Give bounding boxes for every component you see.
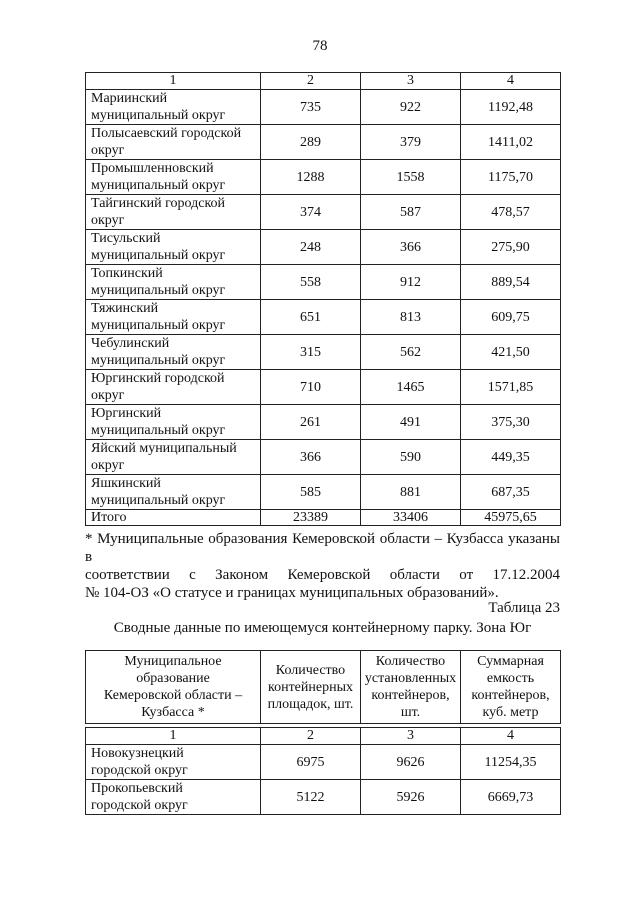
table-row [86,90,561,125]
containers-count: 813 [361,300,461,335]
total-capacity: 375,30 [461,405,561,440]
platforms-count: 261 [261,405,361,440]
municipality-name [86,745,261,780]
municipality-name [86,160,261,195]
column-number: 4 [461,73,561,90]
table-row [86,335,561,370]
municipality-name-line: Тяжинский [91,301,159,316]
column-header [361,651,461,724]
column-header-line: шт. [400,705,421,720]
municipality-name-line: муниципальный округ [91,108,226,123]
containers-count: 1558 [361,160,461,195]
table-row [86,230,561,265]
containers-count: 9626 [361,745,461,780]
containers-count: 366 [361,230,461,265]
platforms-count: 710 [261,370,361,405]
column-number: 1 [86,73,261,90]
municipality-name [86,405,261,440]
total-capacity: 687,35 [461,475,561,510]
total-capacity: 1175,70 [461,160,561,195]
municipality-name-line: Промышленновский [91,161,214,176]
municipality-name [86,440,261,475]
table-title: Сводные данные по имеющемуся контейнерному парку. Зона Юг [113,620,532,636]
column-header-line: куб. метр [482,705,539,720]
municipality-name-line: Юргинский [91,406,162,421]
table-row [86,195,561,230]
municipality-name [86,90,261,125]
table-row [86,370,561,405]
municipality-name-line: муниципальный округ [91,318,226,333]
total-capacity: 1192,48 [461,90,561,125]
municipality-name-line: Тайгинский городской [91,196,226,211]
platforms-count: 5122 [261,780,361,815]
table-row [86,265,561,300]
municipality-name-line: Полысаевский городской [91,126,242,141]
total-capacity: 1411,02 [461,125,561,160]
municipality-name [86,780,261,815]
table-number: Таблица 23 [488,600,560,616]
containers-count: 1465 [361,370,461,405]
municipality-name-line: Прокопьевский [91,781,183,796]
containers-count: 491 [361,405,461,440]
platforms-count: 1288 [261,160,361,195]
column-header-line: Муниципальное [124,654,222,669]
column-header-line: площадок, шт. [267,696,354,712]
municipality-name [86,265,261,300]
column-number: 1 [86,728,261,745]
municipality-name-line: городской округ [91,763,188,778]
footnote [85,530,560,602]
municipality-name [86,475,261,510]
column-number: 3 [361,728,461,745]
footnote-line: соответствии с Законом Кемеровской области от 17.12.2004 [85,567,560,583]
municipality-name [86,125,261,160]
total-capacity: 6669,73 [461,780,561,815]
column-number-row [86,728,561,745]
column-header-line: Кузбасса * [141,705,205,720]
municipality-name-line: округ [91,143,125,158]
column-header-line: Суммарная [477,654,544,669]
platforms-count: 6975 [261,745,361,780]
column-header-line: контейнеров, [371,688,450,703]
total-label: Итого [86,510,261,526]
column-header [261,651,361,724]
containers-count: 379 [361,125,461,160]
platforms-count: 651 [261,300,361,335]
total-row [86,510,561,526]
total-capacity: 45975,65 [461,510,561,526]
column-header-line: Количество [375,654,446,669]
containers-count: 881 [361,475,461,510]
footnote-line: № 104-ОЗ «О статусе и границах муниципальных образований». [85,585,499,601]
column-header-line: контейнеров, [471,688,550,703]
column-number-row [86,73,561,90]
total-capacity: 421,50 [461,335,561,370]
column-header [461,651,561,724]
municipality-name-line: Мариинский [91,91,168,106]
municipality-name-line: муниципальный округ [91,493,226,508]
containers-count: 922 [361,90,461,125]
table-row [86,745,561,780]
platforms-count: 374 [261,195,361,230]
header-row [86,651,561,724]
total-capacity: 609,75 [461,300,561,335]
platforms-count: 289 [261,125,361,160]
containers-count: 5926 [361,780,461,815]
municipality-name-line: муниципальный округ [91,178,226,193]
table-row [86,475,561,510]
containers-count: 912 [361,265,461,300]
municipality-name-line: муниципальный округ [91,283,226,298]
column-header-line: Кемеровской области – [103,688,243,703]
table-row [86,125,561,160]
municipality-name [86,300,261,335]
column-number: 2 [261,728,361,745]
municipality-name-line: городской округ [91,798,188,813]
municipality-name [86,230,261,265]
total-capacity: 449,35 [461,440,561,475]
municipality-name-line: муниципальный округ [91,248,226,263]
container-park-table [85,650,561,815]
municipality-name [86,335,261,370]
containers-count: 590 [361,440,461,475]
platforms-count: 585 [261,475,361,510]
platforms-count: 366 [261,440,361,475]
table-row [86,160,561,195]
table-row [86,300,561,335]
total-capacity: 1571,85 [461,370,561,405]
municipality-name-line: Тисульский [91,231,161,246]
column-header-line: установленных [364,671,457,686]
table-row [86,780,561,815]
municipality-name-line: Чебулинский [91,336,170,351]
municipality-name-line: Яшкинский [91,476,161,491]
municipality-name-line: округ [91,213,125,228]
table-row [86,440,561,475]
column-header-line: емкость [486,671,535,686]
column-header [86,651,261,724]
column-header-line: контейнерных [267,679,353,695]
total-capacity: 11254,35 [461,745,561,780]
municipality-name-line: Новокузнецкий [91,746,184,761]
total-platforms: 23389 [261,510,361,526]
total-capacity: 478,57 [461,195,561,230]
total-containers: 33406 [361,510,461,526]
municipal-data-table-continued [85,72,561,526]
column-number: 2 [261,73,361,90]
total-capacity: 275,90 [461,230,561,265]
footnote-line: * Муниципальные образования Кемеровской области – Кузбасса указаны в [85,531,560,565]
total-capacity: 889,54 [461,265,561,300]
municipality-name-line: муниципальный округ [91,423,226,438]
municipality-name-line: Топкинский [91,266,163,281]
platforms-count: 558 [261,265,361,300]
municipality-name-line: Юргинский городской [91,371,225,386]
page-number: 78 [312,38,328,54]
municipality-name-line: муниципальный округ [91,353,226,368]
platforms-count: 248 [261,230,361,265]
containers-count: 562 [361,335,461,370]
municipality-name-line: Яйский муниципальный [91,441,237,456]
municipality-name [86,370,261,405]
municipality-name-line: округ [91,388,125,403]
municipality-name-line: округ [91,458,125,473]
column-number: 3 [361,73,461,90]
table-row [86,405,561,440]
platforms-count: 735 [261,90,361,125]
column-header-line: образование [136,671,210,686]
platforms-count: 315 [261,335,361,370]
column-header-line: Количество [275,662,346,678]
column-number: 4 [461,728,561,745]
municipality-name [86,195,261,230]
containers-count: 587 [361,195,461,230]
